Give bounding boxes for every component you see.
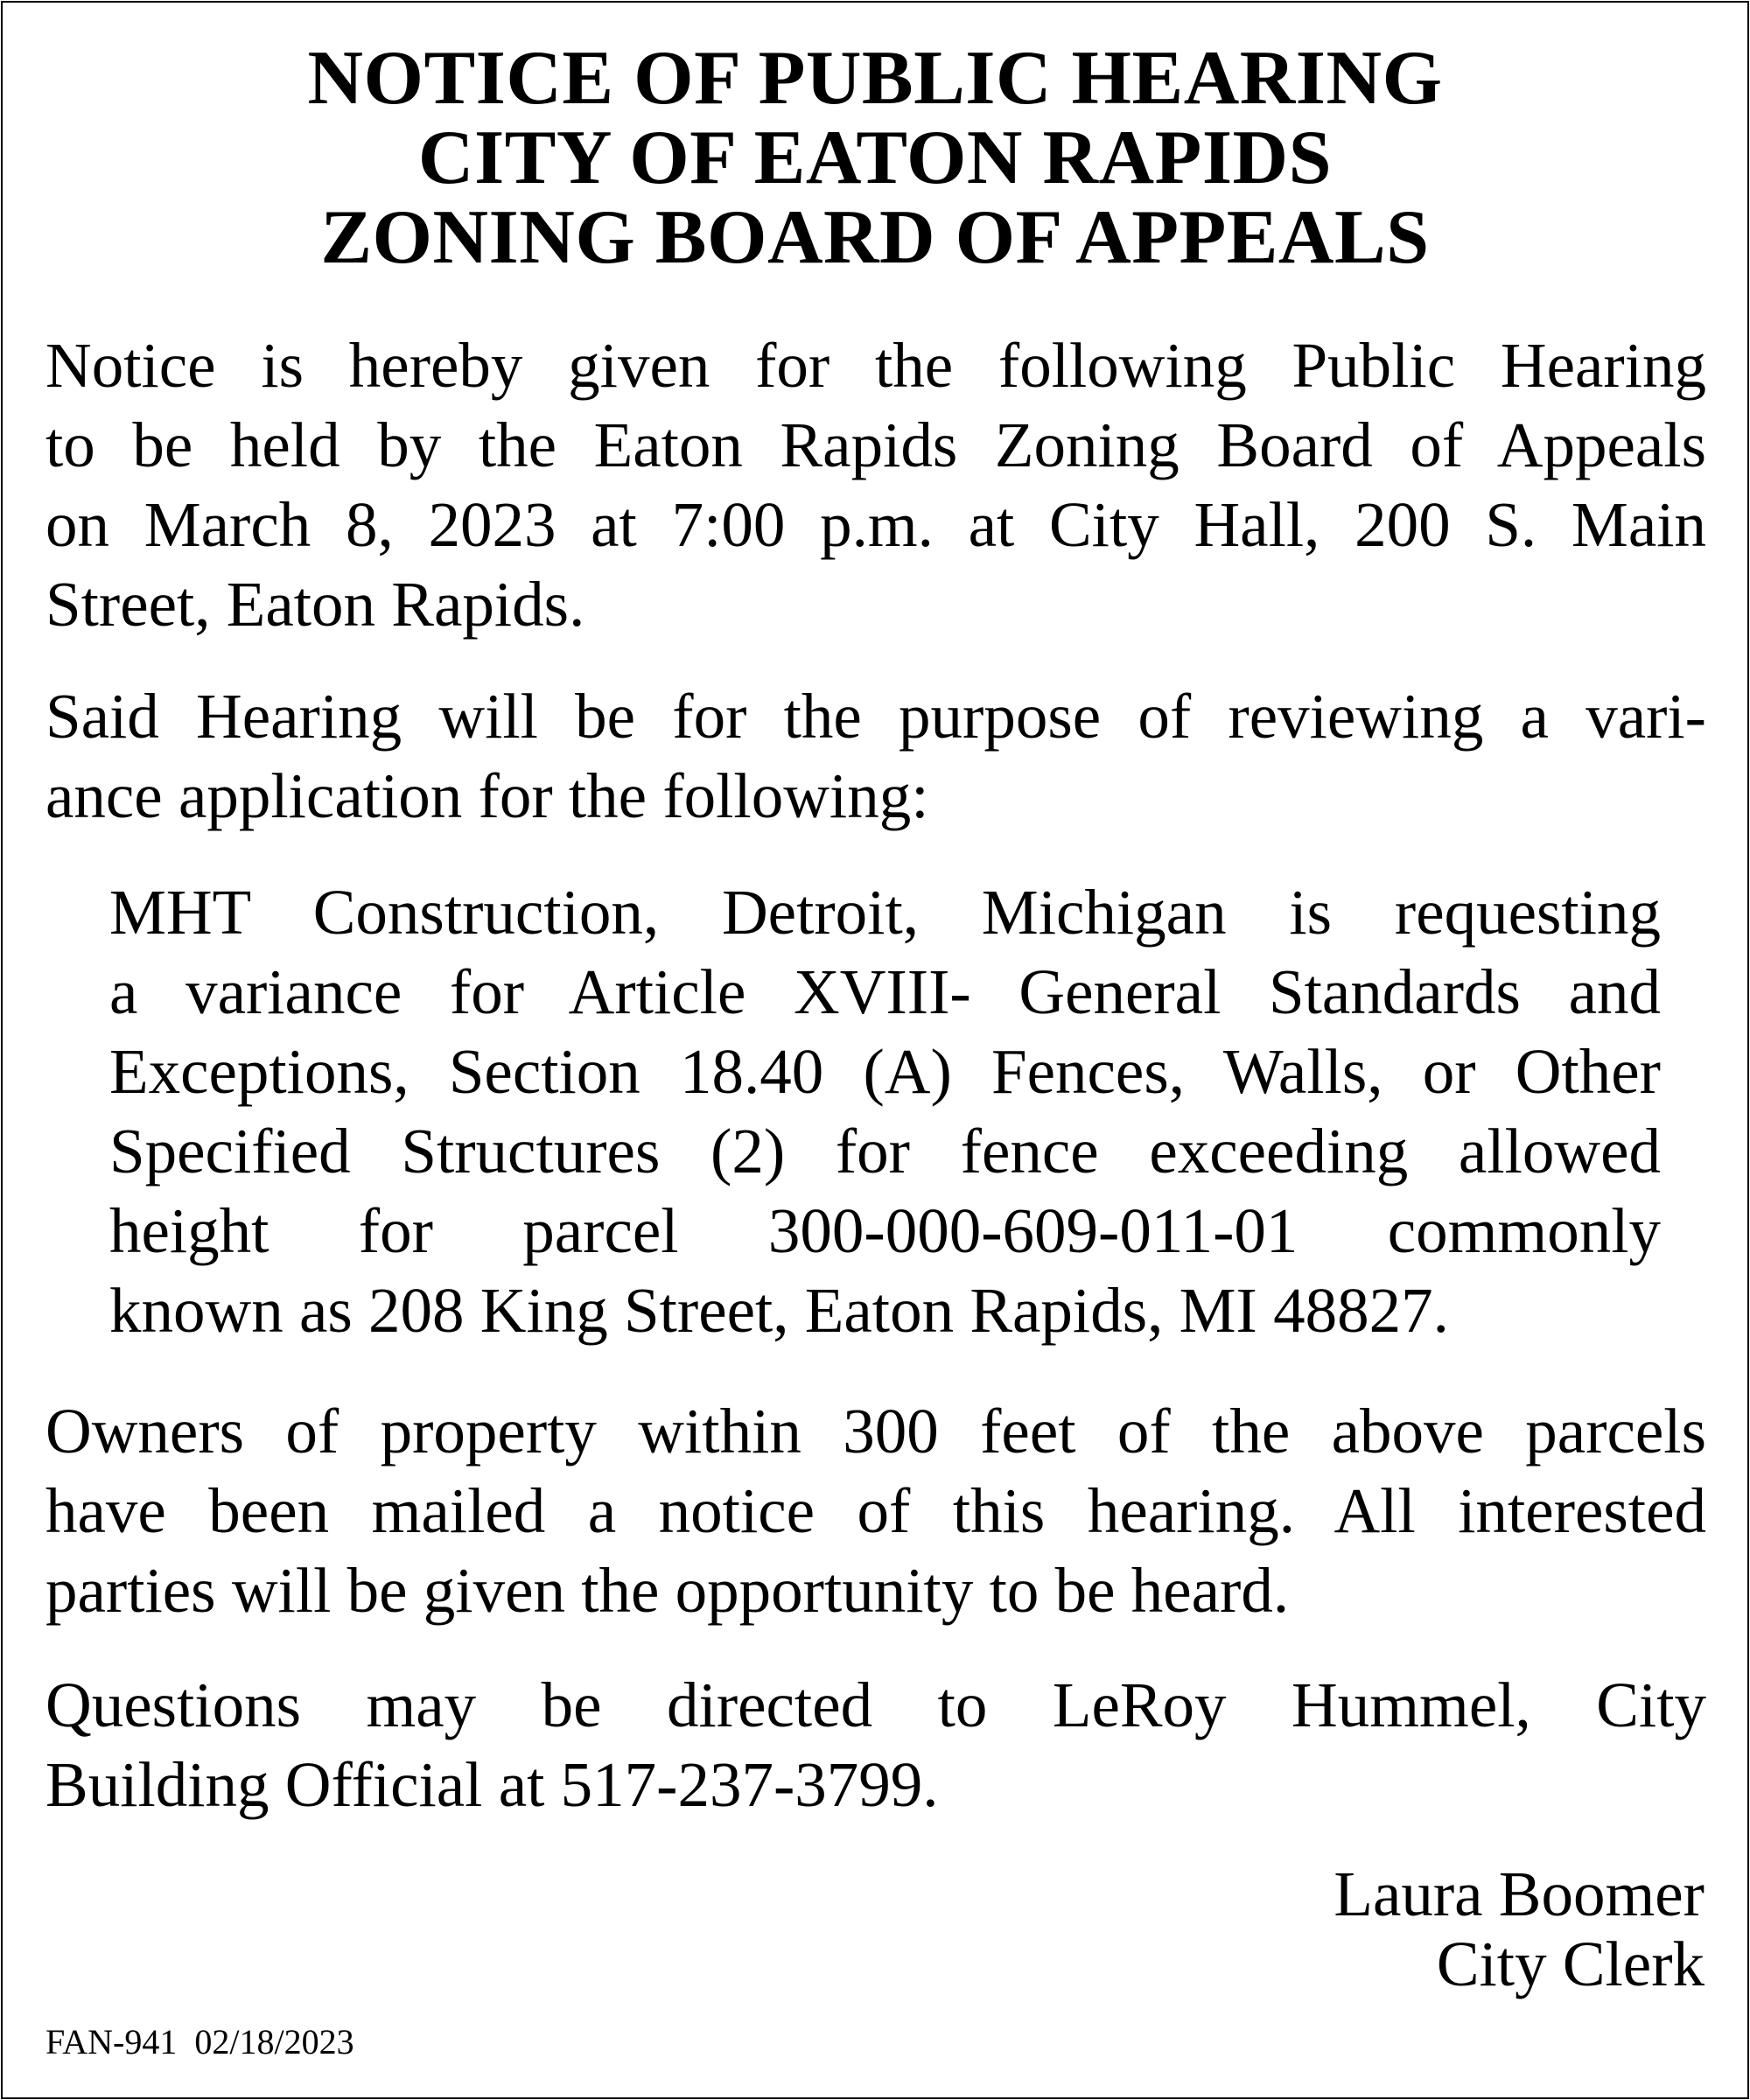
heading-line-board: ZONING BOARD OF APPEALS (320, 195, 1430, 280)
questions-paragraph (46, 1665, 1706, 1824)
text-line: known as 208 King Street, Eaton Rapids, MI 48827. (109, 1275, 1449, 1346)
text-line: have been mailed a notice of this hearing. All interested (46, 1475, 1706, 1546)
text-line: to be held by the Eaton Rapids Zoning Board of Appeals (46, 410, 1706, 480)
text-line: Notice is hereby given for the following Public Hearing (46, 330, 1706, 401)
ad-reference-code: FAN-941 02/18/2023 (46, 2022, 354, 2062)
notice-heading (0, 36, 1750, 280)
signature-block (1334, 1859, 1704, 1999)
signer-title: City Clerk (1436, 1928, 1704, 1999)
text-line: Owners of property within 300 feet of the above parcels (46, 1396, 1706, 1466)
text-line: Exceptions, Section 18.40 (A) Fences, Walls, or Other (109, 1036, 1661, 1107)
text-line: Building Official at 517-237-3799. (46, 1749, 939, 1820)
owners-notice-paragraph (46, 1391, 1706, 1630)
variance-request-paragraph (109, 872, 1661, 1350)
signer-name: Laura Boomer (1334, 1858, 1704, 1929)
text-line: Questions may be directed to LeRoy Hummel, City (46, 1670, 1706, 1740)
text-line: Specified Structures (2) for fence exceeding allowed (109, 1116, 1661, 1186)
text-line: a variance for Article XVIII- General Standards and (109, 956, 1661, 1027)
text-line: on March 8, 2023 at 7:00 p.m. at City Hall, 200 S. Main (46, 489, 1706, 560)
heading-line-notice-title: NOTICE OF PUBLIC HEARING (307, 36, 1443, 121)
text-line: parties will be given the opportunity to be heard. (46, 1555, 1290, 1626)
text-line: Said Hearing will be for the purpose of reviewing a vari- (46, 681, 1706, 752)
text-line: Street, Eaton Rapids. (46, 569, 585, 640)
text-line: MHT Construction, Detroit, Michigan is requesting (109, 877, 1661, 948)
heading-line-city: CITY OF EATON RAPIDS (417, 116, 1333, 200)
purpose-paragraph (46, 676, 1706, 836)
text-line: ance application for the following: (46, 760, 929, 831)
text-line: height for parcel 300-000-609-011-01 commonly (109, 1195, 1661, 1266)
notice-intro-paragraph (46, 326, 1706, 644)
